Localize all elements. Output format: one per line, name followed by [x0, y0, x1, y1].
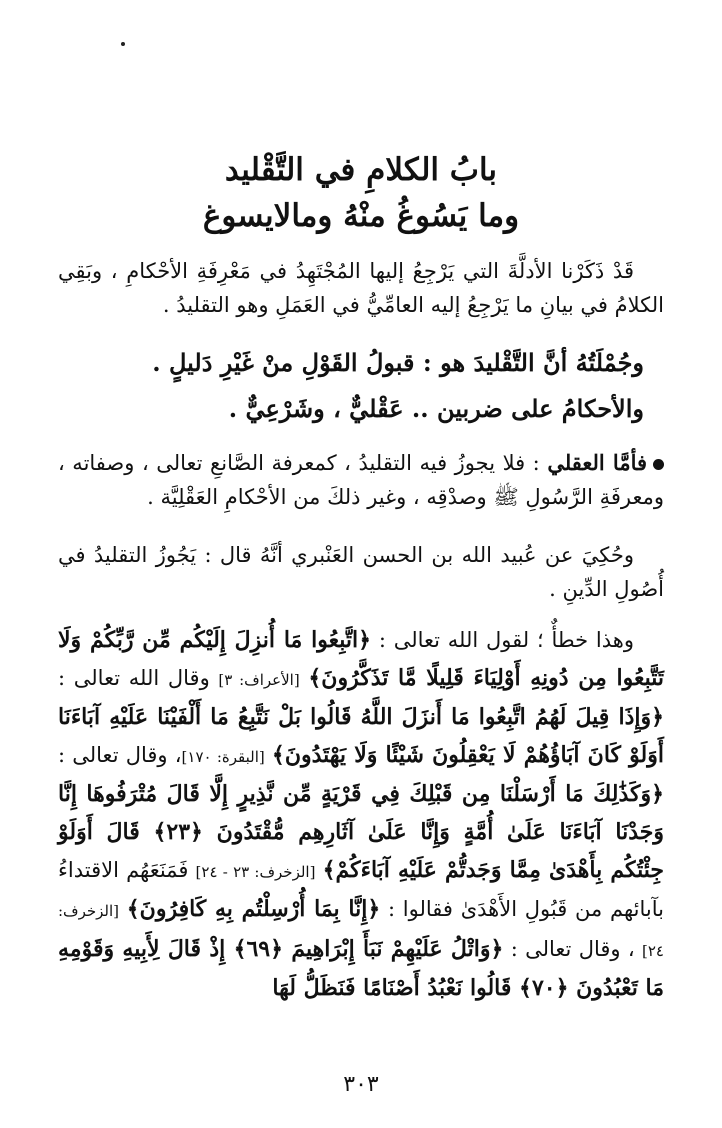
quran-quote: ﴿وَكَذَٰلِكَ مَا أَرْسَلْنَا مِن قَبْلِكَ فِي قَرْيَةٍ مِّن نَّذِيرٍ إِلَّا قَالَ مُتْرَفُوهَا إِنَّا وَجَدْنَا آبَاءَنَا عَلَىٰ أُمَّةٍ وَإِنَّا عَلَىٰ آثَارِهِم مُّقْتَدُونَ ﴿٢٣﴾ قَالَ أَوَلَوْ جِئْتُكُم بِأَهْدَىٰ مِمَّا وَجَدتُّمْ عَلَيْهِ آبَاءَكُمْ﴾	[58, 781, 664, 883]
rational-lead: فأمَّا العقلي	[547, 450, 648, 475]
paragraph-definition: وجُمْلَتُهُ أنَّ التَّقْليدَ هو : قبولُ القَوْلِ منْ غَيْرِ دَليلٍ .	[152, 348, 644, 377]
paragraph-refutation	[58, 622, 664, 1008]
rational-text: : فلا يجوزُ فيه التقليدُ ، كمعرفة الصَّانعِ تعالى ، وصفاته ، ومعرفَةِ الرَّسُولِ ﷺ وصدْقِه ، وغير ذلكَ من الأحْكامِ العَقْلِيَّة .	[58, 451, 664, 509]
text-segment: وقال الله تعالى :	[58, 665, 210, 690]
bullet-icon	[653, 459, 664, 470]
text-segment: ، وقال تعالى :	[510, 936, 635, 961]
verse-reference: [الأعراف: ٣]	[218, 670, 300, 689]
verse-reference: [البقرة: ١٧٠]	[181, 747, 265, 766]
text-segment: وهذا خطأٌ ؛ لقول الله تعالى :	[378, 628, 634, 652]
quran-quote: ﴿وَإِذَا قِيلَ لَهُمُ اتَّبِعُوا مَا أَنزَلَ اللَّهُ قَالُوا بَلْ نَتَّبِعُ مَا أَلْفَيْنَا عَلَيْهِ آبَاءَنَا أَوَلَوْ كَانَ آبَاؤُهُمْ لَا يَعْقِلُونَ شَيْئًا وَلَا يَهْتَدُونَ﴾	[58, 704, 664, 768]
verse-reference: [الزخرف: ٢٣ - ٢٤]	[195, 862, 316, 881]
quran-quote: ﴿اتَّبِعُوا مَا أُنزِلَ إِلَيْكُم مِّن رَّبِّكُمْ وَلَا تَتَّبِعُوا مِن دُونِهِ أَوْلِيَاءَ قَلِيلًا مَّا تَذَكَّرُونَ﴾	[58, 627, 664, 691]
print-speck	[121, 42, 125, 46]
text-segment: فَمَنَعَهُم الاقتداءُ بآبائهم من قَبُولِ الأَهْدَىٰ فقالوا :	[58, 857, 664, 922]
chapter-title: بابُ الكلامِ في التَّقْليد	[224, 152, 498, 188]
paragraph-divisions: والأحكامُ على ضربين .. عَقْليٌّ ، وشَرْعِيٌّ .	[228, 394, 644, 423]
quran-quote: ﴿إِنَّا بِمَا أُرْسِلْتُم بِهِ كَافِرُونَ﴾	[126, 896, 381, 923]
paragraph-rational	[58, 446, 664, 514]
verse-reference: [الزخرف: ٢٤]	[58, 902, 664, 960]
paragraph-anbari: وحُكِيَ عن عُبيد الله بن الحسن العَنْبري أنَّهُ قال : يَجُوزُ التقليدُ في أُصُولِ الدِّينِ .	[58, 543, 664, 601]
text-segment: ، وقال تعالى :	[58, 742, 182, 767]
page-number: ٣٠٣	[343, 1072, 379, 1097]
chapter-subtitle: وما يَسُوغُ منْهُ ومالايسوغ	[202, 198, 520, 234]
quran-quote: ﴿وَاتْلُ عَلَيْهِمْ نَبَأَ إِبْرَاهِيمَ ﴿٦٩﴾ إِذْ قَالَ لِأَبِيهِ وَقَوْمِهِ مَا تَعْبُدُونَ ﴿٧٠﴾ قَالُوا نَعْبُدُ أَصْنَامًا فَنَظَلُّ لَهَا	[58, 935, 664, 1002]
paragraph-intro: قَدْ ذَكَرْنا الأدلَّةَ التي يَرْجِعُ إليها المُجْتَهِدُ في مَعْرِفَةِ الأحْكامِ ، وبَقِي الكلامُ في بيانِ ما يَرْجِعُ إليه العامِّيُّ في العَمَلِ وهو التقليدُ .	[58, 259, 664, 317]
